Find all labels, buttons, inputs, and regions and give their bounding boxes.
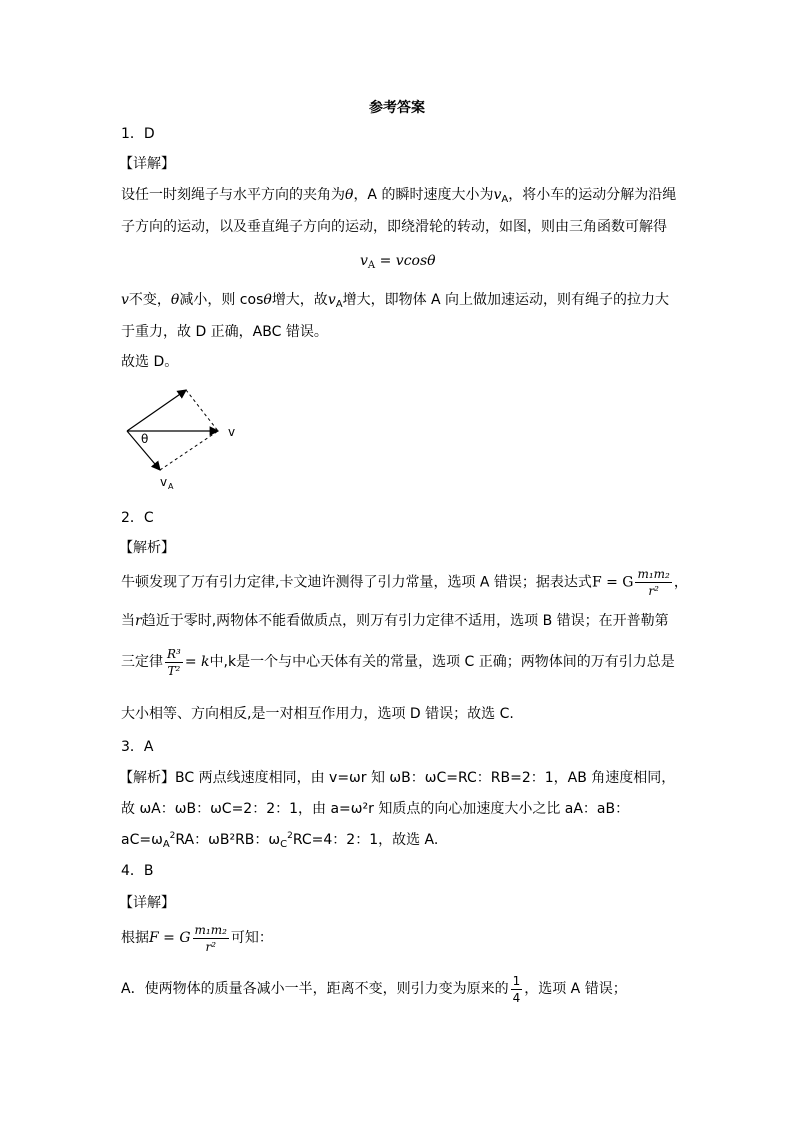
q1-tag: 【详解】 <box>119 156 175 172</box>
q3-superscript: 2 <box>169 831 176 841</box>
q4-text: 可知： <box>230 930 273 946</box>
q1-paragraph-line2: 子方向的运动，以及垂直绳子方向的运动，即绕滑轮的转动，如图，则由三角函数可解得 <box>121 219 667 235</box>
q4-text: 根据 <box>121 930 149 946</box>
q1-theta: θ <box>345 187 354 203</box>
q4-tag: 【详解】 <box>119 895 175 911</box>
q2-text: 当 <box>121 613 135 629</box>
q2-text: 中,k是一个与中心天体有关的常量，选项 C 正确；两物体间的万有引力总是 <box>209 654 675 670</box>
q1-conclusion: 故选 D。 <box>121 354 179 370</box>
q1-va-symbol: v <box>327 292 336 308</box>
q1-text: 不变， <box>128 292 171 308</box>
q4-line1 <box>121 922 273 954</box>
q3-line1: 【解析】BC 两点线速度相同，由 v=ωr 知 ωB：ωC=RC：RB=2：1，AB 角速度相同， <box>119 770 676 786</box>
q3-subscript: A <box>162 839 170 850</box>
q3-text: RA：ωB²RB：ω <box>175 832 281 848</box>
fraction-numerator: 1 <box>512 973 521 988</box>
kepler-rhs: = k <box>184 654 210 670</box>
q2-line3 <box>121 645 675 679</box>
velocity-diagram <box>110 380 250 495</box>
q2-text: ， <box>673 574 688 591</box>
q1-paragraph-line1 <box>121 188 676 205</box>
q1-va-symbol: v <box>493 187 502 203</box>
q3-text: RC=4：2：1，故选 A. <box>292 832 439 848</box>
q4-quarter-fraction <box>511 974 523 1005</box>
dashed-line-bottom <box>160 431 218 470</box>
q3-text: aC=ω <box>121 832 163 848</box>
q1-text: 设任一时刻绳子与水平方向的夹角为 <box>121 187 345 203</box>
q4-number: 4．B <box>121 863 154 879</box>
fraction-numerator: m₁m₂ <box>637 567 670 581</box>
diagram-v-label: v <box>228 425 236 439</box>
q1-text: ，A 的瞬时速度大小为 <box>353 187 494 203</box>
q3-superscript: 2 <box>287 831 293 841</box>
diagram-theta-label: θ <box>141 432 149 446</box>
q2-number: 2．C <box>121 510 154 526</box>
q2-fraction <box>635 567 671 598</box>
q4-fraction <box>193 923 229 954</box>
q2-line2 <box>121 614 669 628</box>
q1-theta: θ <box>263 292 272 308</box>
q2-text: 趋近于零时,两物体不能看做质点，则万有引力定律不适用，选项 B 错误；在开普勒第 <box>141 613 669 629</box>
fraction-denominator: r² <box>205 939 216 954</box>
q4-text: ，选项 A 错误； <box>524 981 627 997</box>
q4-line2 <box>121 972 627 1006</box>
q3-line2: 故 ωA：ωB：ωC=2：2：1，由 a=ω²r 知质点的向心加速度大小之比 aA：aB： <box>121 801 630 817</box>
q1-v: v <box>121 292 129 308</box>
dashed-line-top <box>186 390 218 431</box>
q1-number: 1．D <box>121 126 155 142</box>
answer-title: 参考答案 <box>369 100 425 116</box>
q1-va-subscript: A <box>335 299 343 310</box>
q1-formula <box>360 254 436 271</box>
q1-va-subscript: A <box>501 194 509 205</box>
formula-v: v <box>360 253 368 269</box>
formula-rhs: = vcosθ <box>375 253 436 269</box>
q2-line4: 大小相等、方向相反,是一对相互作用力，选项 D 错误；故选 C. <box>121 706 514 722</box>
q1-paragraph-line3 <box>121 293 669 310</box>
kepler-fraction <box>165 647 183 678</box>
q4-text: A．使两物体的质量各减小一半，距离不变，则引力变为原来的 <box>121 981 509 997</box>
q1-text: ，将小车的运动分解为沿绳 <box>508 187 677 203</box>
formula-subscript: A <box>367 260 376 271</box>
fraction-numerator: m₁m₂ <box>194 922 227 937</box>
q3-number: 3．A <box>121 739 154 755</box>
q2-text: 牛顿发现了万有引力定律,卡文迪许测得了引力常量，选项 A 错误；据表达式 <box>121 574 592 591</box>
q1-text: 增大，即物体 A 向上做加速运动，则有绳子的拉力大 <box>342 292 670 308</box>
q1-text: 减小，则 cos <box>179 292 264 308</box>
q2-formula-lhs: F = G <box>591 574 634 591</box>
fraction-denominator: T² <box>167 663 181 678</box>
perpendicular-component-arrow <box>127 390 186 431</box>
q3-subscript: C <box>280 839 288 850</box>
fraction-denominator: 4 <box>512 990 521 1005</box>
q4-formula-lhs: F = G <box>149 930 191 946</box>
q2-text: 三定律 <box>121 654 163 670</box>
diagram-va-label: v <box>160 475 168 489</box>
fraction-denominator: r² <box>648 584 659 598</box>
q1-text: 增大，故 <box>271 292 328 308</box>
diagram-va-subscript: A <box>168 482 174 491</box>
q2-r-symbol: r <box>135 613 142 629</box>
q3-line3 <box>121 832 438 850</box>
q2-tag: 【解析】 <box>119 540 175 556</box>
q1-paragraph-line4: 于重力，故 D 正确，ABC 错误。 <box>121 324 328 340</box>
fraction-numerator: R³ <box>167 646 181 661</box>
q2-line1 <box>121 567 688 598</box>
q1-theta: θ <box>170 292 180 308</box>
